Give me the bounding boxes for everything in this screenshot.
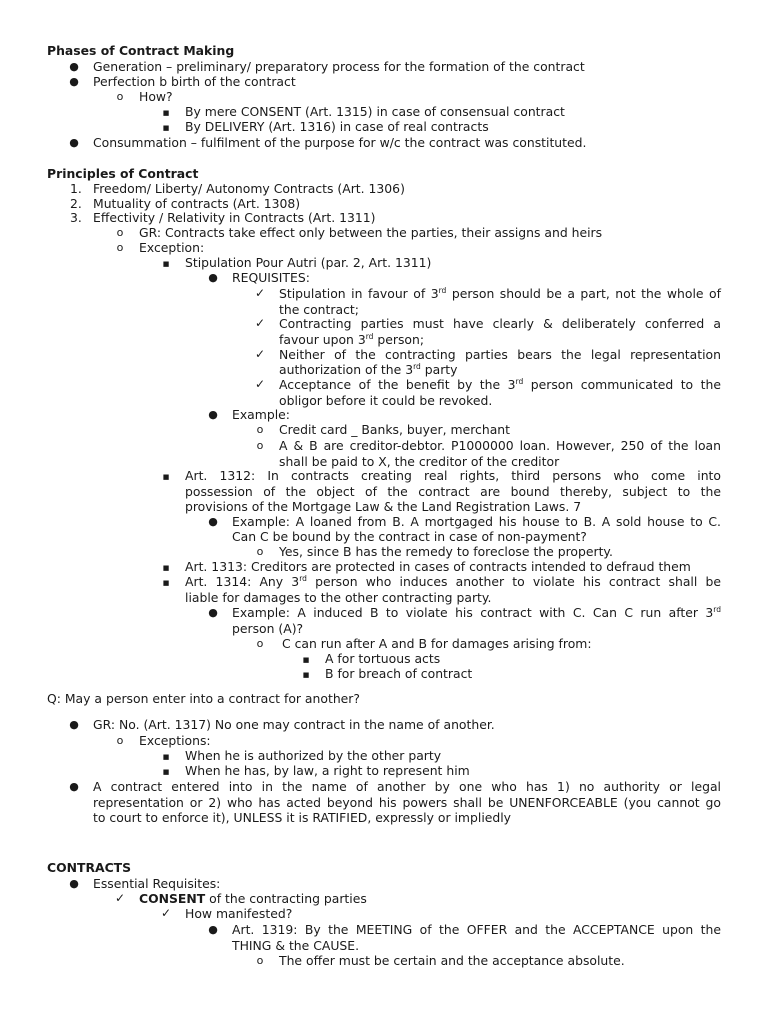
list-number: 2.	[70, 196, 82, 211]
list-number: 3.	[70, 210, 82, 225]
bullet-square: ■	[162, 579, 170, 587]
requisite-2-line-1: Contracting parties must have clearly & deliberately conferred a	[279, 316, 721, 331]
bullet-dot: ●	[208, 923, 218, 936]
bullet-square: ■	[162, 473, 170, 481]
bullet-circle: o	[116, 734, 124, 747]
bullet-dot: ●	[69, 877, 79, 890]
requisites-label: REQUISITES:	[232, 270, 310, 285]
bullet-square: ■	[162, 753, 170, 761]
bullet-square: ■	[162, 124, 170, 132]
essential-requisites: Essential Requisites:	[93, 876, 221, 891]
bullet-dot: ●	[208, 606, 218, 619]
requisite-4-line-1: Acceptance of the benefit by the 3rd person communicated to the	[279, 377, 721, 392]
art-1319-line-1: Art. 1319: By the MEETING of the OFFER and the ACCEPTANCE upon the	[232, 922, 721, 937]
list-number: 1.	[70, 181, 82, 196]
tort-item: A for tortuous acts	[325, 651, 441, 666]
example-credit-card: Credit card _ Banks, buyer, merchant	[279, 422, 511, 437]
bullet-dot: ●	[69, 780, 79, 793]
art-1314-line-2: liable for damages to the other contracting party.	[185, 590, 492, 605]
effectivity-exception: Exception:	[139, 240, 205, 255]
principle-mutuality: Mutuality of contracts (Art. 1308)	[93, 196, 301, 211]
example-creditor-line-1: A & B are creditor-debtor. P1000000 loan. However, 250 of the loan	[279, 438, 721, 453]
example-1312-line-2: Can C be bound by the contract in case of non-payment?	[232, 529, 587, 544]
principle-effectivity: Effectivity / Relativity in Contracts (Art. 1311)	[93, 210, 376, 225]
requisite-4-line-2: obligor before it could be revoked.	[279, 393, 493, 408]
check-icon: ✓	[254, 316, 266, 330]
bullet-dot: ●	[208, 271, 218, 284]
bullet-dot: ●	[69, 75, 79, 88]
unenforceable-line-1: A contract entered into in the name of another by one who has 1) no authority or legal	[93, 779, 721, 794]
phases-perfection: Perfection b birth of the contract	[93, 74, 296, 89]
question-gr: GR: No. (Art. 1317) No one may contract in the name of another.	[93, 717, 495, 732]
phases-delivery: By DELIVERY (Art. 1316) in case of real contracts	[185, 119, 489, 134]
phases-consent: By mere CONSENT (Art. 1315) in case of consensual contract	[185, 104, 565, 119]
bullet-dot: ●	[69, 136, 79, 149]
check-icon: ✓	[160, 906, 172, 920]
bullet-circle: o	[256, 637, 264, 650]
bullet-square: ■	[162, 260, 170, 268]
check-icon: ✓	[254, 377, 266, 391]
example-1314-answer: C can run after A and B for damages arising from:	[282, 636, 592, 651]
requisite-1-line-1: Stipulation in favour of 3rd person should be a part, not the whole of	[279, 286, 721, 301]
bullet-square: ■	[302, 656, 310, 664]
phases-heading: Phases of Contract Making	[47, 43, 235, 58]
unenforceable-line-3: to court to enforce it), UNLESS it is RATIFIED, expressly or impliedly	[93, 810, 512, 825]
example-label: Example:	[232, 407, 290, 422]
question-text: Q: May a person enter into a contract for another?	[47, 691, 360, 706]
requisite-1-line-2: the contract;	[279, 302, 359, 317]
art-1312-line-2: possession of the object of the contract are bound thereby, subject to the	[185, 484, 721, 499]
question-exceptions: Exceptions:	[139, 733, 211, 748]
bullet-dot: ●	[69, 60, 79, 73]
bullet-dot: ●	[208, 515, 218, 528]
example-1312-answer: Yes, since B has the remedy to foreclose the property.	[279, 544, 613, 559]
consent-requisite: CONSENT of the contracting parties	[139, 891, 367, 906]
exception-by-law: When he has, by law, a right to represent him	[185, 763, 470, 778]
art-1319-line-2: THING & the CAUSE.	[232, 938, 360, 953]
example-creditor-line-2: shall be paid to X, the creditor of the creditor	[279, 454, 560, 469]
bullet-dot: ●	[69, 718, 79, 731]
phases-how: How?	[139, 89, 173, 104]
exception-authorized: When he is authorized by the other party	[185, 748, 442, 763]
phases-consummation: Consummation – fulfilment of the purpose for w/c the contract was constituted.	[93, 135, 587, 150]
principle-freedom: Freedom/ Liberty/ Autonomy Contracts (Art. 1306)	[93, 181, 405, 196]
art-1313: Art. 1313: Creditors are protected in cases of contracts intended to defraud them	[185, 559, 691, 574]
bullet-square: ■	[162, 109, 170, 117]
bullet-square: ■	[302, 671, 310, 679]
example-1314-line-2: person (A)?	[232, 621, 304, 636]
unenforceable-line-2: representation or 2) who has acted beyond his powers shall be UNENFORCEABLE (you cannot go	[93, 795, 721, 810]
bullet-circle: o	[116, 90, 124, 103]
requisite-3-line-1: Neither of the contracting parties bears the legal representation	[279, 347, 721, 362]
consent-keyword: CONSENT	[139, 891, 206, 906]
bullet-circle: o	[256, 545, 264, 558]
how-manifested: How manifested?	[185, 906, 293, 921]
phases-generation: Generation – preliminary/ preparatory process for the formation of the contract	[93, 59, 585, 74]
bullet-square: ■	[162, 768, 170, 776]
offer-certain: The offer must be certain and the acceptance absolute.	[279, 953, 625, 968]
art-1312-line-3: provisions of the Mortgage Law & the Land Registration Laws. 7	[185, 499, 582, 514]
check-icon: ✓	[114, 891, 126, 905]
example-1312-line-1: Example: A loaned from B. A mortgaged his house to B. A sold house to C.	[232, 514, 721, 529]
breach-item: B for breach of contract	[325, 666, 473, 681]
art-1314-line-1: Art. 1314: Any 3rd person who induces another to violate his contract shall be	[185, 574, 721, 589]
bullet-dot: ●	[208, 408, 218, 421]
check-icon: ✓	[254, 286, 266, 300]
bullet-circle: o	[256, 954, 264, 967]
bullet-square: ■	[162, 564, 170, 572]
contracts-heading: CONTRACTS	[47, 860, 132, 875]
effectivity-gr: GR: Contracts take effect only between the parties, their assigns and heirs	[139, 225, 603, 240]
principles-heading: Principles of Contract	[47, 166, 199, 181]
bullet-circle: o	[256, 423, 264, 436]
check-icon: ✓	[254, 347, 266, 361]
bullet-circle: o	[116, 226, 124, 239]
requisite-2-line-2: favour upon 3rd person;	[279, 332, 425, 347]
bullet-circle: o	[116, 241, 124, 254]
example-1314-line-1: Example: A induced B to violate his contract with C. Can C run after 3rd	[232, 605, 721, 620]
stipulation-pour-autri: Stipulation Pour Autri (par. 2, Art. 1311)	[185, 255, 432, 270]
art-1312-line-1: Art. 1312: In contracts creating real rights, third persons who come into	[185, 468, 721, 483]
requisite-3-line-2: authorization of the 3rd party	[279, 362, 458, 377]
bullet-circle: o	[256, 439, 264, 452]
